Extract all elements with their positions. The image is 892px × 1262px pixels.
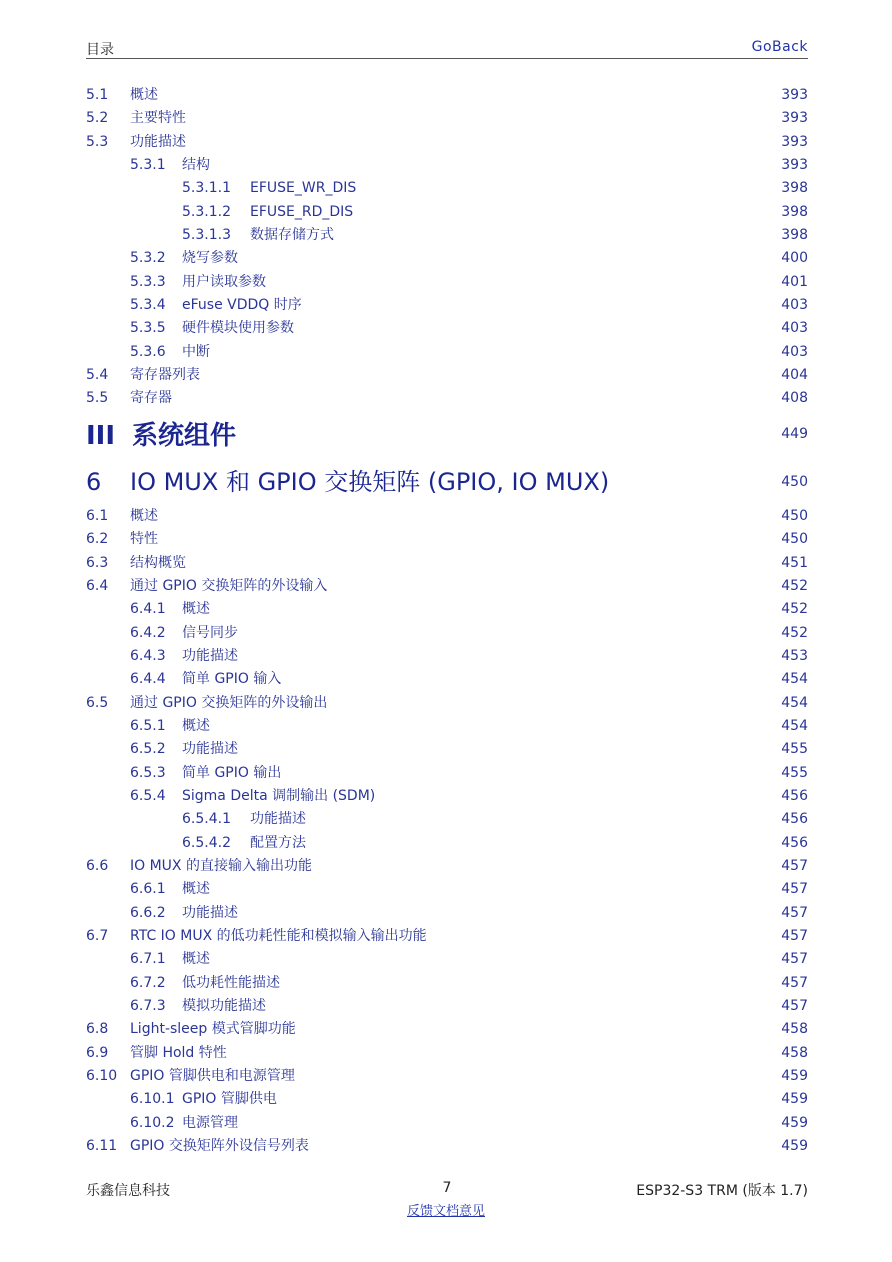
- toc-entry-number: 6.5.1: [130, 717, 166, 734]
- toc-entry-title[interactable]: 管脚 Hold 特性: [130, 1044, 227, 1061]
- toc-entry-number: 5.3.2: [130, 250, 166, 267]
- toc-entry-number: 6.5.3: [130, 764, 166, 781]
- toc-entry-title[interactable]: 功能描述: [182, 741, 238, 758]
- toc-entry-page[interactable]: 403: [781, 320, 808, 337]
- toc-entry[interactable]: [86, 317, 808, 340]
- toc-entry-title[interactable]: 概述: [130, 507, 158, 524]
- toc-entry-number: 6.6.2: [130, 904, 166, 921]
- toc-entry-number: 6.2: [86, 531, 109, 548]
- toc-entry[interactable]: [86, 84, 808, 107]
- toc-entry-page[interactable]: 449: [781, 425, 808, 442]
- toc-entry-number: 6.4.1: [130, 601, 166, 618]
- toc-entry[interactable]: [86, 902, 808, 925]
- toc-entry-page[interactable]: 451: [781, 554, 808, 571]
- toc-entry[interactable]: [86, 575, 808, 598]
- toc-entry[interactable]: [86, 177, 808, 200]
- toc-entry-page[interactable]: 454: [781, 671, 808, 688]
- toc-entry-page[interactable]: 457: [781, 974, 808, 991]
- toc-entry[interactable]: [86, 1135, 808, 1158]
- toc-entry[interactable]: [86, 1018, 808, 1041]
- toc-entry-page[interactable]: 393: [781, 157, 808, 174]
- toc-entry-page[interactable]: 450: [781, 507, 808, 524]
- toc-entry[interactable]: [86, 552, 808, 575]
- toc-entry[interactable]: [86, 598, 808, 621]
- toc-entry-number: 6.5.4.1: [182, 811, 231, 828]
- toc-entry[interactable]: [86, 668, 808, 691]
- toc-entry-page[interactable]: 457: [781, 904, 808, 921]
- toc-entry-page[interactable]: 454: [781, 717, 808, 734]
- toc-entry[interactable]: [86, 645, 808, 668]
- toc-entry-title[interactable]: 配置方法: [250, 834, 306, 851]
- toc-entry-page[interactable]: 456: [781, 834, 808, 851]
- toc-entry[interactable]: [86, 1112, 808, 1135]
- toc-entry-page[interactable]: 459: [781, 1138, 808, 1155]
- toc-entry-page[interactable]: 457: [781, 998, 808, 1015]
- toc-entry-number: 6.4.4: [130, 671, 166, 688]
- toc-entry[interactable]: [86, 995, 808, 1018]
- toc-entry-number: 6: [86, 467, 102, 496]
- toc-entry-title[interactable]: 功能描述: [182, 647, 238, 664]
- toc-entry-title[interactable]: 概述: [130, 87, 158, 103]
- toc-entry-number: 6.7.3: [130, 998, 166, 1015]
- toc-entry-number: 5.3.1.3: [182, 227, 231, 244]
- toc-entry-page[interactable]: 457: [781, 951, 808, 968]
- toc-entry[interactable]: [86, 762, 808, 785]
- toc-entry[interactable]: [86, 294, 808, 317]
- toc-entry-number: 5.3.3: [130, 273, 166, 290]
- toc-entry-number: 6.4.3: [130, 647, 166, 664]
- toc-entry[interactable]: [86, 224, 808, 247]
- toc-entry-title[interactable]: 硬件模块使用参数: [182, 320, 294, 337]
- toc-entry-title[interactable]: RTC IO MUX 的低功耗性能和模拟输入输出功能: [130, 928, 427, 944]
- toc-entry-number: 6.10: [86, 1068, 118, 1085]
- toc-entry-title[interactable]: 烧写参数: [182, 250, 238, 267]
- toc-entry-page[interactable]: 453: [781, 647, 808, 664]
- table-of-contents: [86, 84, 808, 1158]
- toc-entry[interactable]: [86, 131, 808, 154]
- toc-entry[interactable]: [86, 1088, 808, 1111]
- toc-entry[interactable]: [86, 738, 808, 761]
- toc-entry-number: 6.8: [86, 1021, 109, 1038]
- toc-entry-number: 5.4: [86, 367, 109, 384]
- toc-entry-page[interactable]: 457: [781, 881, 808, 898]
- toc-entry-number: 6.5: [86, 694, 109, 711]
- toc-entry[interactable]: [86, 715, 808, 738]
- toc-entry[interactable]: [86, 201, 808, 224]
- toc-entry-page[interactable]: 454: [781, 694, 808, 711]
- toc-entry-number: 6.10.2: [130, 1114, 175, 1131]
- toc-entry-title[interactable]: 主要特性: [130, 110, 186, 127]
- toc-entry-page[interactable]: 452: [781, 624, 808, 641]
- toc-entry-title[interactable]: 通过 GPIO 交换矩阵的外设输出: [130, 694, 328, 711]
- toc-entry-page[interactable]: 398: [781, 203, 808, 220]
- toc-entry-number: 6.6.1: [130, 881, 166, 898]
- toc-entry-title[interactable]: IO MUX 和 GPIO 交换矩阵 (GPIO, IO MUX): [130, 467, 610, 496]
- toc-entry[interactable]: [86, 459, 808, 505]
- toc-entry-page[interactable]: 459: [781, 1114, 808, 1131]
- toc-entry-title[interactable]: 功能描述: [130, 133, 186, 150]
- toc-entry-page[interactable]: 400: [781, 250, 808, 267]
- toc-entry-page[interactable]: 459: [781, 1068, 808, 1085]
- toc-entry[interactable]: [86, 1065, 808, 1088]
- toc-entry-title[interactable]: GPIO 管脚供电: [182, 1091, 277, 1108]
- toc-entry-number: 6.7: [86, 928, 109, 944]
- toc-entry-page[interactable]: 452: [781, 577, 808, 594]
- toc-entry[interactable]: [86, 387, 808, 410]
- toc-entry[interactable]: [86, 107, 808, 130]
- toc-entry-page[interactable]: 398: [781, 180, 808, 197]
- toc-entry[interactable]: [86, 785, 808, 808]
- toc-entry-title[interactable]: 中断: [182, 343, 210, 360]
- toc-entry-page[interactable]: 393: [781, 133, 808, 150]
- toc-entry-page[interactable]: 458: [781, 1021, 808, 1038]
- toc-entry-number: 6.4: [86, 577, 109, 594]
- feedback-link[interactable]: 反馈文档意见: [406, 1204, 485, 1219]
- toc-entry-page[interactable]: 408: [781, 390, 808, 407]
- toc-entry[interactable]: [86, 925, 808, 948]
- toc-entry[interactable]: [86, 364, 808, 387]
- toc-entry-number: 6.3: [86, 554, 109, 571]
- toc-entry-number: 6.5.2: [130, 741, 166, 758]
- toc-entry-number: 5.3.5: [130, 320, 166, 337]
- toc-entry-title[interactable]: Light-sleep 模式管脚功能: [130, 1021, 296, 1038]
- toc-entry-title[interactable]: 数据存储方式: [250, 227, 334, 244]
- toc-entry[interactable]: [86, 154, 808, 177]
- toc-entry-number: 6.5.4: [130, 787, 166, 804]
- toc-entry[interactable]: [86, 411, 808, 459]
- toc-entry-number: 6.1: [86, 507, 109, 524]
- toc-entry[interactable]: [86, 878, 808, 901]
- footer-doc-version: ESP32-S3 TRM (版本 1.7): [636, 1183, 808, 1199]
- toc-entry-title[interactable]: 简单 GPIO 输入: [182, 671, 282, 688]
- toc-entry-number: 6.6: [86, 857, 109, 874]
- toc-entry-number: III: [86, 420, 116, 451]
- toc-entry-page[interactable]: 403: [781, 343, 808, 360]
- toc-entry[interactable]: [86, 972, 808, 995]
- toc-entry-number: 6.11: [86, 1138, 118, 1155]
- toc-entry[interactable]: [86, 271, 808, 294]
- toc-entry-page[interactable]: 450: [781, 473, 808, 490]
- toc-entry-page[interactable]: 450: [781, 531, 808, 548]
- toc-entry[interactable]: [86, 948, 808, 971]
- toc-entry-page[interactable]: 403: [781, 297, 808, 314]
- toc-entry-page[interactable]: 457: [781, 857, 808, 874]
- toc-entry-number: 5.3.6: [130, 343, 166, 360]
- toc-entry[interactable]: [86, 341, 808, 364]
- toc-entry-number: 5.3: [86, 133, 109, 150]
- toc-entry-title[interactable]: 功能描述: [250, 811, 306, 828]
- toc-entry[interactable]: [86, 832, 808, 855]
- toc-entry-number: 6.4.2: [130, 624, 166, 641]
- toc-entry-title[interactable]: 特性: [130, 531, 158, 548]
- toc-entry-title[interactable]: 系统组件: [132, 420, 237, 451]
- toc-entry-title[interactable]: 概述: [182, 881, 210, 898]
- toc-entry[interactable]: [86, 505, 808, 528]
- toc-entry[interactable]: [86, 622, 808, 645]
- toc-entry[interactable]: [86, 1042, 808, 1065]
- toc-entry-page[interactable]: 457: [781, 928, 808, 944]
- toc-entry-page[interactable]: 456: [781, 787, 808, 804]
- toc-entry-page[interactable]: 458: [781, 1044, 808, 1061]
- toc-entry-number: 5.5: [86, 390, 109, 407]
- toc-entry-page[interactable]: 456: [781, 811, 808, 828]
- toc-entry-title[interactable]: 寄存器列表: [130, 367, 200, 384]
- toc-entry-title[interactable]: 简单 GPIO 输出: [182, 764, 282, 781]
- toc-entry-page[interactable]: 393: [781, 87, 808, 103]
- toc-entry-page[interactable]: 398: [781, 227, 808, 244]
- toc-entry-title[interactable]: 结构概览: [130, 554, 186, 571]
- toc-entry-title[interactable]: 通过 GPIO 交换矩阵的外设输入: [130, 577, 328, 594]
- toc-entry-title[interactable]: 电源管理: [182, 1114, 238, 1131]
- toc-entry-title[interactable]: IO MUX 的直接输入输出功能: [130, 857, 312, 874]
- footer-company: 乐鑫信息科技: [86, 1183, 170, 1199]
- toc-entry-title[interactable]: GPIO 交换矩阵外设信号列表: [130, 1138, 309, 1155]
- toc-entry-title[interactable]: 结构: [182, 157, 210, 174]
- toc-entry-title[interactable]: 低功耗性能描述: [182, 974, 280, 991]
- toc-entry-number: 5.3.1.2: [182, 203, 231, 220]
- toc-entry-title[interactable]: GPIO 管脚供电和电源管理: [130, 1068, 295, 1085]
- toc-entry-title[interactable]: 信号同步: [182, 624, 238, 641]
- toc-entry-title[interactable]: 概述: [182, 951, 210, 968]
- page-number: 7: [442, 1180, 452, 1196]
- toc-entry-number: 6.7.2: [130, 974, 166, 991]
- toc-entry-number: 5.1: [86, 87, 109, 103]
- goback-link[interactable]: GoBack: [751, 39, 808, 55]
- toc-entry-number: 5.3.1.1: [182, 180, 231, 197]
- toc-entry-title[interactable]: 功能描述: [182, 904, 238, 921]
- toc-entry-page[interactable]: 459: [781, 1091, 808, 1108]
- toc-entry-page[interactable]: 393: [781, 110, 808, 127]
- toc-entry-title[interactable]: 概述: [182, 601, 210, 618]
- toc-entry-title[interactable]: EFUSE_RD_DIS: [250, 203, 354, 220]
- toc-entry-title[interactable]: eFuse VDDQ 时序: [182, 297, 302, 314]
- toc-entry[interactable]: [86, 247, 808, 270]
- toc-entry-title[interactable]: 概述: [182, 717, 210, 734]
- toc-entry-number: 5.3.1: [130, 157, 166, 174]
- toc-entry-title[interactable]: 寄存器: [130, 390, 172, 407]
- toc-entry[interactable]: [86, 808, 808, 831]
- header-section-label: 目录: [86, 42, 114, 58]
- toc-entry-page[interactable]: 452: [781, 601, 808, 618]
- toc-entry-number: 6.5.4.2: [182, 834, 231, 851]
- toc-entry-title[interactable]: 模拟功能描述: [182, 998, 266, 1015]
- toc-entry-title[interactable]: 用户读取参数: [182, 273, 266, 290]
- toc-entry-page[interactable]: 401: [781, 273, 808, 290]
- toc-entry-number: 5.3.4: [130, 297, 166, 314]
- toc-entry-number: 5.2: [86, 110, 109, 127]
- toc-entry[interactable]: [86, 692, 808, 715]
- toc-entry[interactable]: [86, 855, 808, 878]
- toc-entry-number: 6.10.1: [130, 1091, 175, 1108]
- toc-entry-page[interactable]: 455: [781, 741, 808, 758]
- toc-entry-number: 6.9: [86, 1044, 109, 1061]
- toc-entry-page[interactable]: 455: [781, 764, 808, 781]
- toc-entry-title[interactable]: EFUSE_WR_DIS: [250, 180, 357, 197]
- toc-entry-title[interactable]: Sigma Delta 调制输出 (SDM): [182, 787, 376, 804]
- toc-entry-page[interactable]: 404: [781, 367, 808, 384]
- toc-entry-number: 6.7.1: [130, 951, 166, 968]
- page-header: [86, 38, 808, 59]
- toc-entry[interactable]: [86, 528, 808, 551]
